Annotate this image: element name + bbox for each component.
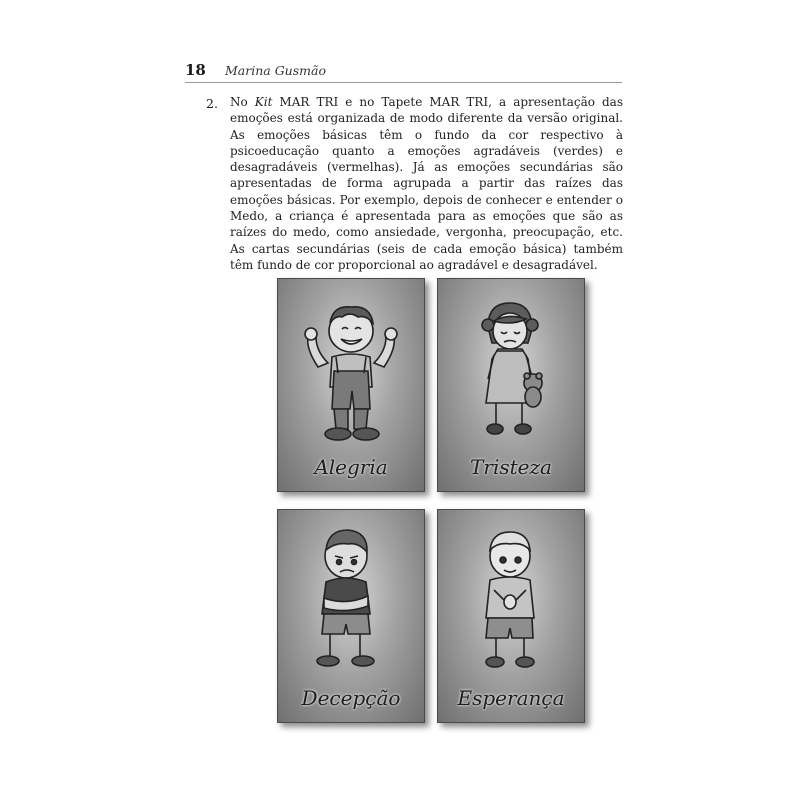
card-label-alegria: Alegria: [314, 455, 388, 479]
sad-girl-illustration: [438, 279, 584, 449]
emotion-card-esperanca: [437, 509, 585, 723]
card-label-esperanca: Esperança: [457, 686, 565, 710]
disappointed-boy-illustration: [278, 510, 424, 680]
list-item-number: 2.: [206, 96, 218, 111]
hopeful-boy-illustration: [438, 510, 584, 680]
page-number: 18: [185, 61, 206, 79]
running-header: [185, 58, 622, 83]
paragraph-text-start: No: [230, 95, 255, 109]
paragraph-text-rest: MAR TRI e no Tapete MAR TRI, a apresentação das emoções está organizada de modo diferente da versão original. As emoções básicas têm o fundo da cor respectivo à psicoeducação quanto a emoções agradáveis (verdes) e desagradáveis (vermelhas). Já as emoções secundárias são apresentadas de forma agrupada a partir das raízes das emoções básicas. Por exemplo, depois de conhecer e entender o Medo, a criança é apresentada para as emoções que são as raízes do medo, como ansiedade, vergonha, preocupação, etc. As cartas secundárias (seis de cada emoção básica) também têm fundo de cor proporcional ao agradável e desagradável.: [230, 95, 623, 272]
emotion-card-alegria: [277, 278, 425, 492]
kit-word: Kit: [254, 95, 273, 109]
emotion-card-decepcao: [277, 509, 425, 723]
emotion-card-tristeza: [437, 278, 585, 492]
card-label-decepcao: Decepção: [301, 686, 401, 710]
body-paragraph: [230, 94, 623, 273]
running-author: Marina Gusmão: [225, 63, 326, 78]
card-label-tristeza: Tristeza: [470, 455, 552, 479]
happy-boy-illustration: [278, 279, 424, 449]
